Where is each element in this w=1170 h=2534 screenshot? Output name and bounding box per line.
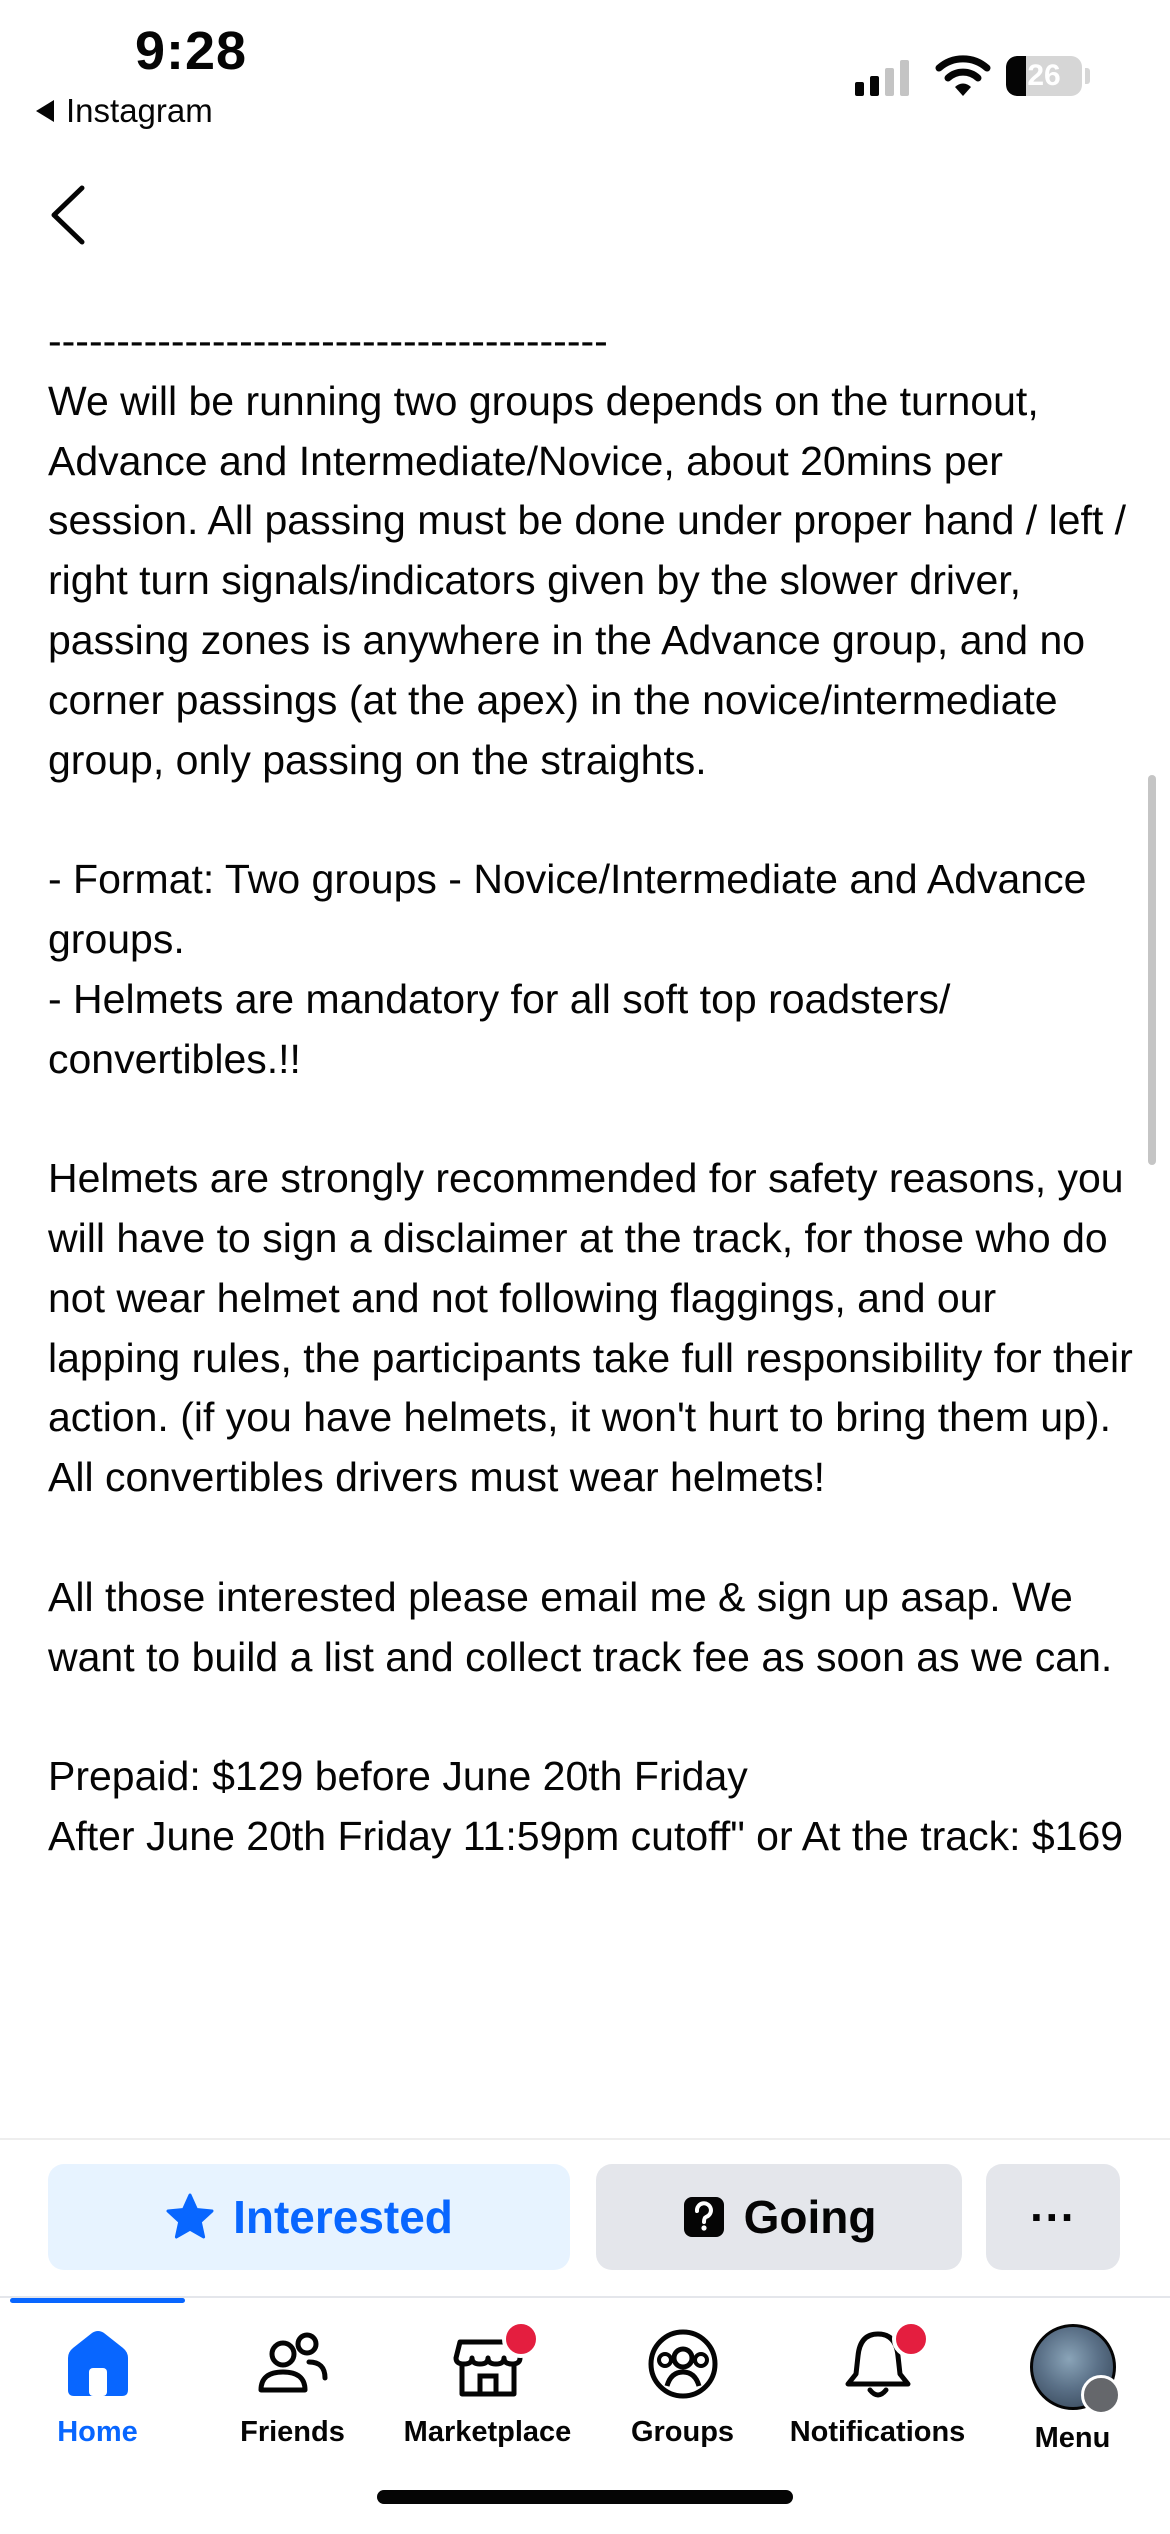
ticket-question-icon — [682, 2195, 726, 2239]
tab-label-menu: Menu — [1034, 2422, 1111, 2454]
star-icon — [165, 2192, 215, 2242]
tab-label-friends: Friends — [240, 2416, 345, 2448]
chevron-left-icon[interactable] — [46, 182, 90, 248]
tab-notifications[interactable] — [780, 2324, 975, 2474]
more-options-button[interactable] — [986, 2164, 1120, 2270]
wifi-icon — [935, 52, 991, 98]
battery-tip — [1085, 68, 1090, 84]
groups-icon — [643, 2324, 723, 2404]
going-label: Going — [743, 2191, 877, 2243]
battery-icon — [1006, 56, 1082, 96]
tab-label-home: Home — [57, 2416, 138, 2448]
home-indicator[interactable] — [377, 2490, 793, 2504]
going-button[interactable] — [596, 2164, 962, 2270]
back-triangle-icon — [36, 100, 54, 122]
back-app-label: Instagram — [66, 92, 213, 129]
tab-label-notifications: Notifications — [789, 2416, 966, 2448]
tab-marketplace[interactable] — [390, 2324, 585, 2474]
friends-icon — [253, 2324, 333, 2404]
tab-label-marketplace: Marketplace — [403, 2416, 572, 2448]
active-tab-indicator — [10, 2298, 185, 2303]
notifications-badge — [892, 2320, 930, 2358]
event-action-bar — [0, 2138, 1170, 2298]
event-details-text: ----------------------------------------- We will be running two groups depends on the turnout, Advance and Intermediate/Novice, about 20mins per session. All passing must be done under proper hand / left / right turn signals/indicators given by the slower driver, passing zones is anywhere in the Advance group, and no corner passings (at the apex) in the novice/intermediate group, only passing on the straights. - Format: Two groups - Novice/Intermediate and Advance groups. - Helmets are mandatory for all soft top roadsters/ convertibles.!! Helmets are strongly recommended for safety reasons, you will have to sign a disclaimer at the track, for those who do not wear helmet and not following flaggings, and our lapping rules, the participants take full responsibility for their action. (if you have helmets, it won't hurt to bring them up). All convertibles drivers must wear helmets! All those interested please email me & sign up asap. We want to build a list and collect track fee as soon as we can. Prepaid: $129 before June 20th Friday After June 20th Friday 11:59pm cutoff" or At the track: $169 — [48, 318, 1133, 1859]
tab-label-groups: Groups — [630, 2416, 735, 2448]
tab-menu[interactable] — [975, 2324, 1170, 2474]
interested-label: Interested — [233, 2191, 453, 2243]
back-to-app-link[interactable] — [36, 92, 213, 130]
marketplace-badge — [502, 2320, 540, 2358]
menu-lines-icon — [1081, 2375, 1121, 2415]
tab-groups[interactable] — [585, 2324, 780, 2474]
home-icon — [58, 2324, 138, 2404]
tab-home[interactable] — [0, 2324, 195, 2474]
avatar — [1030, 2324, 1116, 2410]
more-icon: ··· — [1030, 2191, 1076, 2243]
scrollbar[interactable] — [1148, 775, 1156, 1165]
cellular-signal-icon — [855, 60, 909, 96]
battery-percent: 26 — [1027, 59, 1061, 92]
tab-friends[interactable] — [195, 2324, 390, 2474]
status-time: 9:28 — [135, 21, 248, 81]
interested-button[interactable] — [48, 2164, 570, 2270]
